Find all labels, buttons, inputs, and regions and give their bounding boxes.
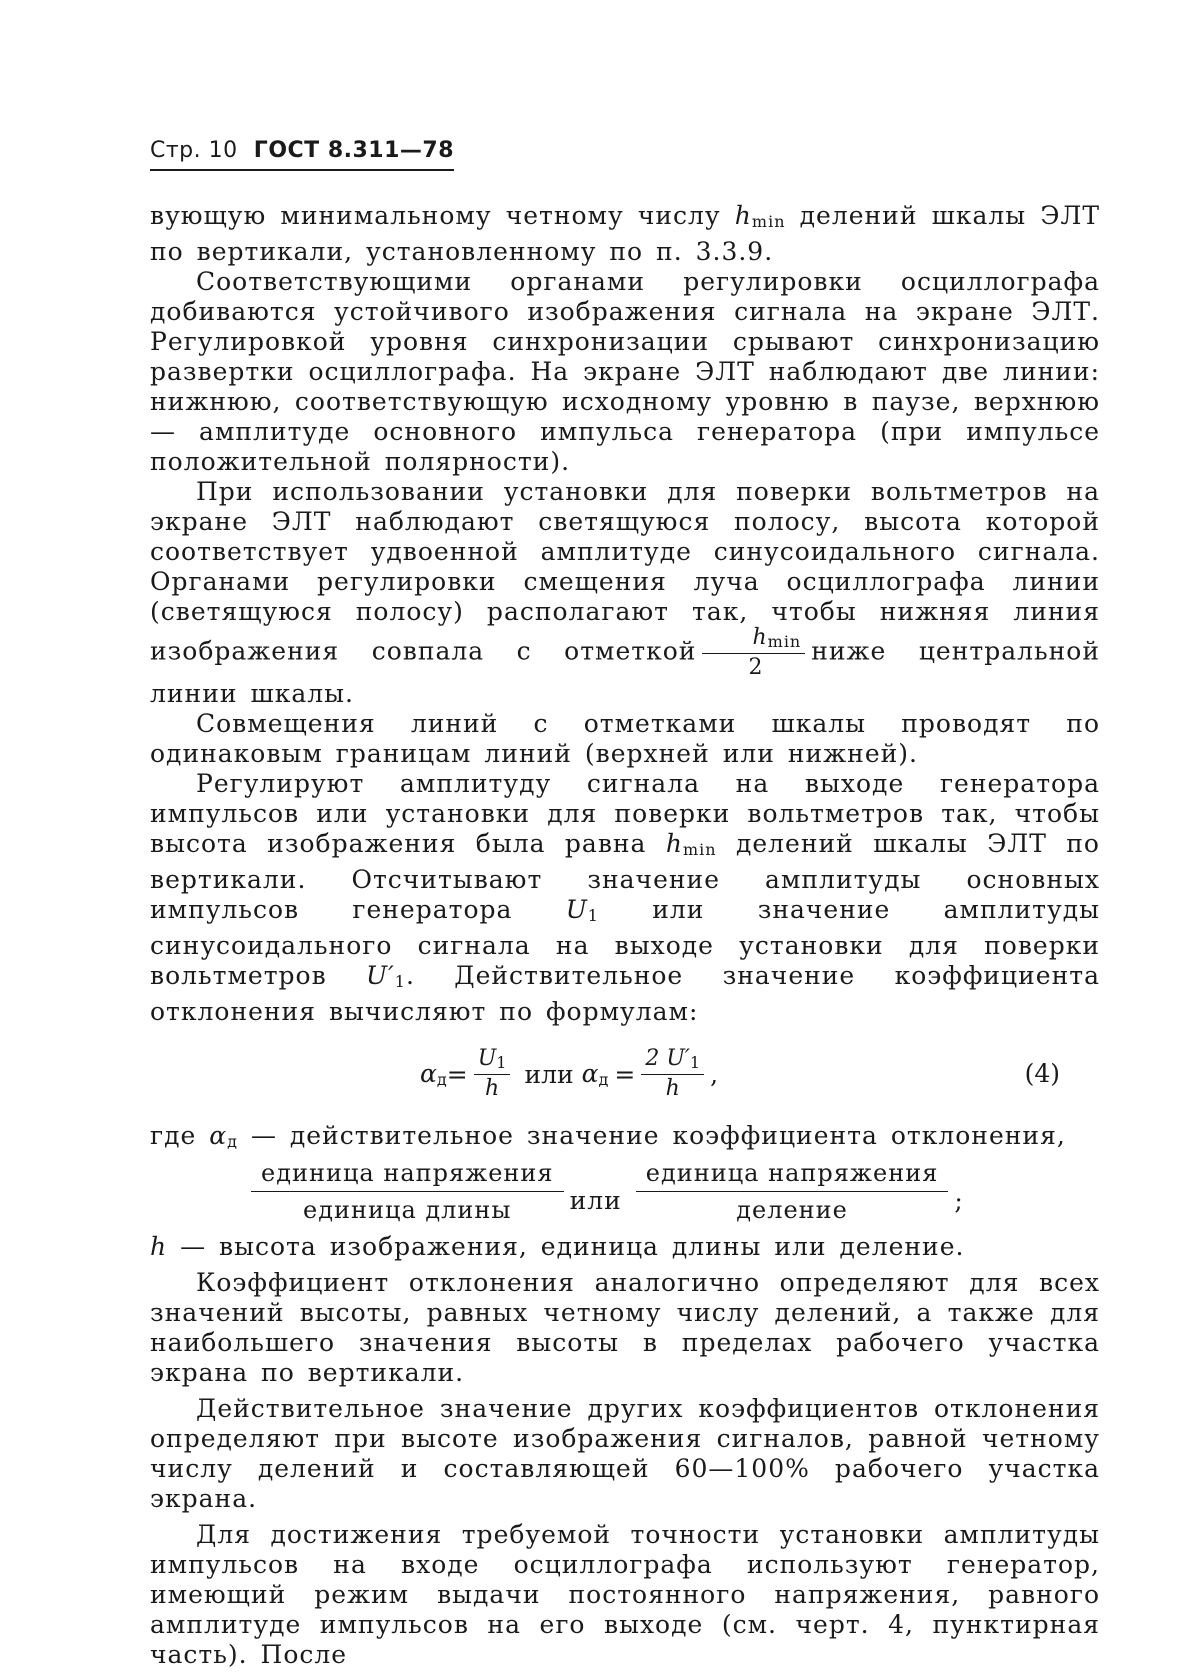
paragraph-6: Коэффициент отклонения аналогично определяют для всех значений высоты, равных четному числу делений, а также для наибольшего значения высоты в пределах рабочего участка экрана по вертикали.	[150, 1268, 1100, 1387]
unit-fraction-1: $\frac{\text{единица напряжения}}{\text{единица длины}}$	[251, 1161, 564, 1222]
page-header	[150, 138, 454, 171]
h-definition: h — высота изображения, единица длины или деление.	[150, 1232, 965, 1261]
h-min-half-fraction: $\frac{hmin}{2}$	[702, 627, 805, 679]
page-number: Стр. 10	[150, 138, 238, 163]
paragraph-7: Действительное значение других коэффициентов отклонения определяют при высоте изображения сигналов, равной четному числу делений и составляющей 60—100% рабочего участка экрана.	[150, 1394, 1100, 1513]
paragraph-4: Совмещения линий с отметками шкалы проводят по одинаковым границам линий (верхней или нижней).	[150, 709, 1100, 768]
formula-fraction-2: $\frac{2 U'1}{h}$	[641, 1048, 704, 1100]
formula-4	[150, 1037, 1100, 1111]
where-line: где αд — действительное значение коэффициента отклонения,	[150, 1121, 1066, 1151]
paragraph-5: Регулируют амплитуду сигнала на выходе генератора импульсов или установки для поверки вольтметров так, чтобы высота изображения была равна hmin делений шкалы ЭЛТ по вертикали. Отсчитывают значение амплитуды основных импульсов генератора U1 или значение амплитуды синусоидального сигнала на выходе установки для поверки вольтметров U′1. Действительное значение коэффициента отклонения вычисляют по формулам:	[150, 769, 1100, 1026]
alpha-symbol: αд	[420, 1059, 447, 1089]
document-page	[150, 138, 1100, 1670]
h-symbol: h	[150, 1232, 168, 1261]
paragraph-3: При использовании установки для поверки вольтметров на экране ЭЛТ наблюдают светящуюся полосу, высота которой соответствует удвоенной амплитуде синусоидального сигнала. Органами регулировки смещения луча осциллографа линии (светящуюся полосу) располагают так, чтобы нижняя линия изображения совпала с отметкой $\frac{hmin}{2}$ ниже центральной линии шкалы.	[150, 477, 1100, 708]
u1-symbol: U1	[565, 895, 599, 925]
formula-number: (4)	[1024, 1059, 1060, 1088]
standard-code: ГОСТ 8.311—78	[253, 138, 455, 163]
paragraph-2: Соответствующими органами регулировки осциллографа добиваются устойчивого изображения сигнала на экране ЭЛТ. Регулировкой уровня синхронизации срывают синхронизацию развертки осциллографа. На экране ЭЛТ наблюдают две линии: нижнюю, соответствующую исходному уровню в паузе, верхнюю — амплитуде основного импульса генератора (при импульсе положительной полярности).	[150, 267, 1100, 476]
unit-fraction-2: $\frac{\text{единица напряжения}}{\text{деление}}$	[636, 1161, 949, 1222]
alpha-symbol: αд	[581, 1059, 609, 1089]
formula-expression: αд = $\frac{U1}{h}$ или αд = $\frac{2 U'1}{h}$ ,	[420, 1046, 719, 1101]
u1-prime-symbol: U′1	[366, 961, 406, 991]
paragraph-8: Для достижения требуемой точности установки амплитуды импульсов на входе осциллографа используют генератор, имеющий режим выдачи постоянного напряжения, равного амплитуде импульсов на его выходе (см. черт. 4, пунктирная часть). После	[150, 1520, 1100, 1669]
paragraph-1: вующую минимальному четному числу hmin делений шкалы ЭЛТ по вертикали, установленному по п. 3.3.9.	[150, 201, 1101, 266]
formula-fraction-1: $\frac{U1}{h}$	[474, 1048, 511, 1100]
h-min-symbol: hmin	[734, 201, 786, 231]
h-min-symbol: hmin	[665, 829, 717, 859]
alpha-symbol: αд	[209, 1121, 238, 1151]
units-expression: $\frac{\text{единица напряжения}}{\text{единица длины}}$ или $\frac{\text{единица напряжения}}{\text{деление}}$ ;	[245, 1161, 1100, 1222]
